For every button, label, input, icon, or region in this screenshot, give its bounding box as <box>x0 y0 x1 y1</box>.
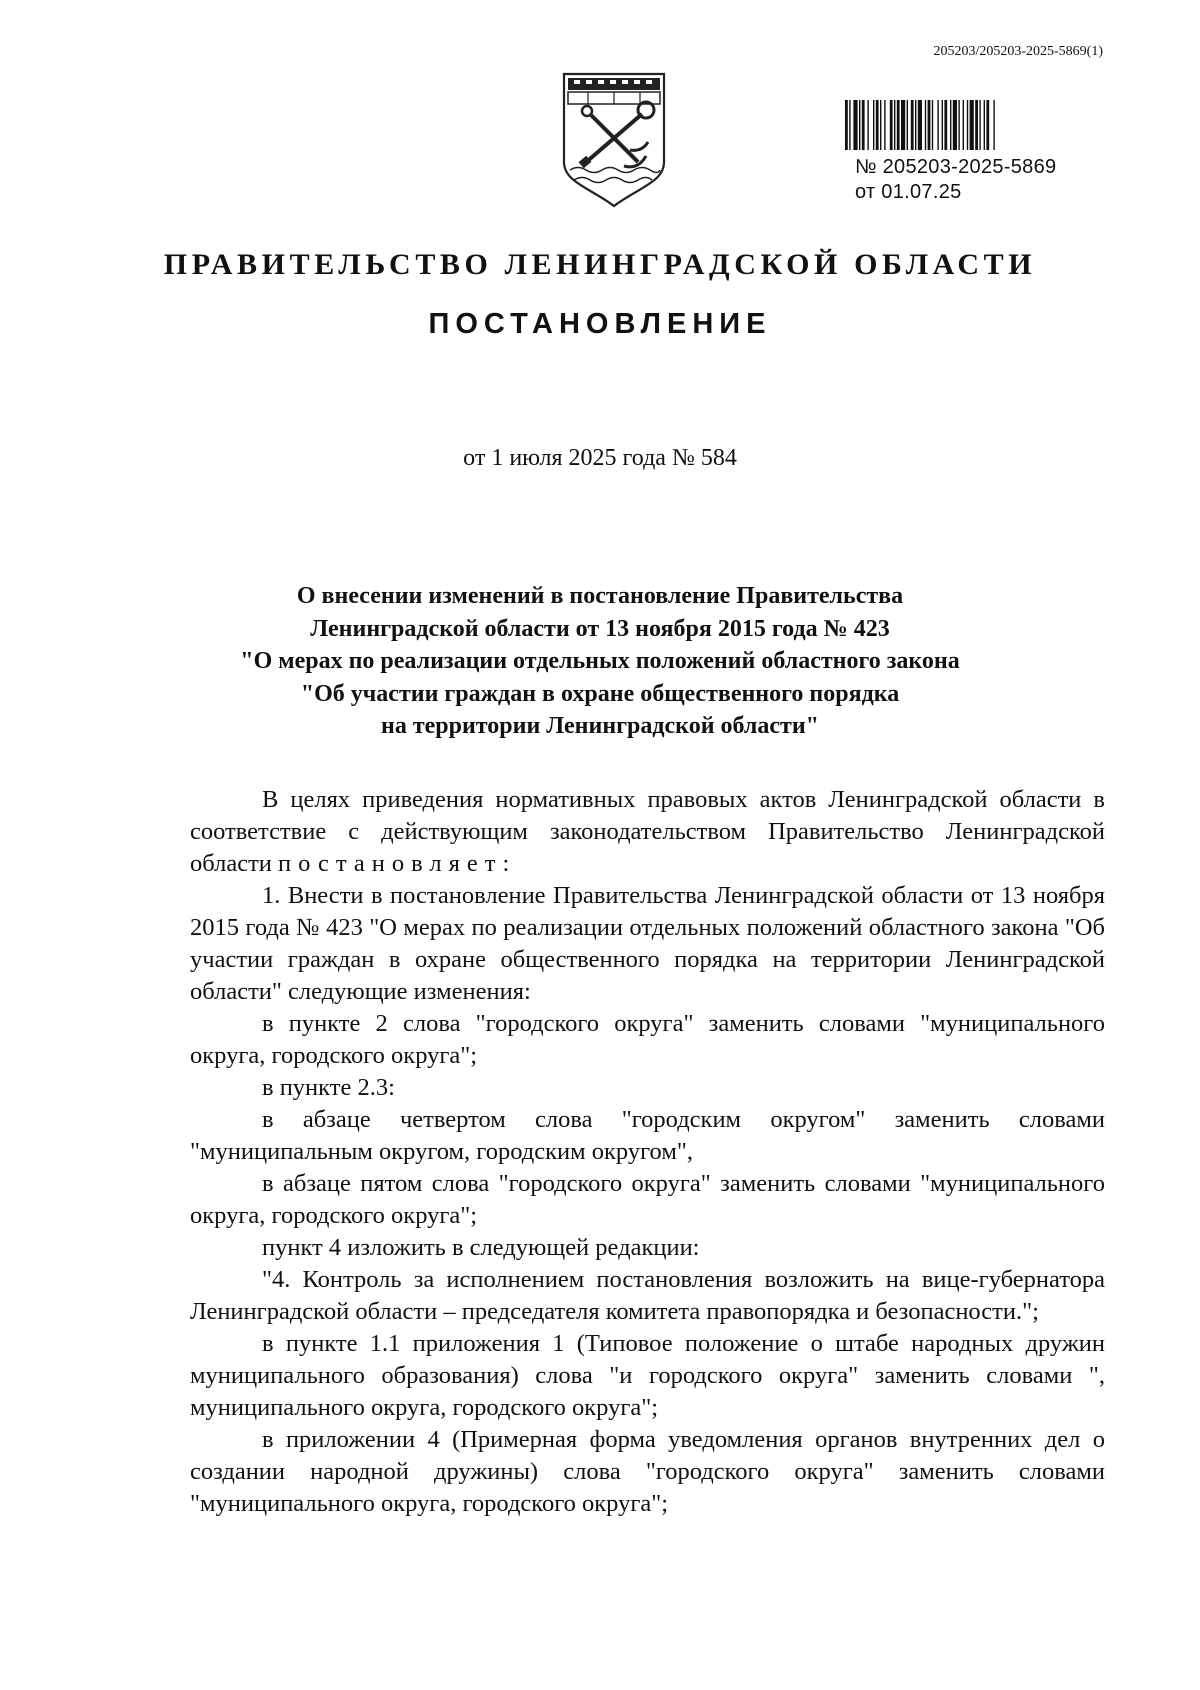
barcode-bar <box>975 100 978 150</box>
barcode-bar <box>897 100 900 150</box>
barcode-bar <box>986 100 989 150</box>
body-paragraph: 1. Внести в постановление Правительства Ленинградской области от 13 ноября 2015 года № 423 "О мерах по реализации отдельных положений областного закона "Об участии граждан в охране общественного порядка на территории Ленинградской области" следующие изменения: <box>190 882 1105 1005</box>
document-type-heading: ПОСТАНОВЛЕНИЕ <box>428 308 772 340</box>
body-paragraph: "4. Контроль за исполнением постановления возложить на вице-губернатора Ленинградской области – председателя комитета правопорядка и безопасности."; <box>190 1266 1105 1325</box>
issuer-heading: ПРАВИТЕЛЬСТВО ЛЕНИНГРАДСКОЙ ОБЛАСТИ <box>163 248 1037 281</box>
barcode-bar <box>958 100 959 150</box>
barcode-bar <box>890 100 893 150</box>
registration-number: № 205203-2025-5869 <box>855 156 1057 178</box>
title-line: "О мерах по реализации отдельных положений областного закона <box>240 648 960 674</box>
resolves-word: постановляет <box>278 850 503 877</box>
title-line: О внесении изменений в постановление Правительства <box>296 583 904 609</box>
barcode-bar <box>925 100 926 150</box>
barcode-bar <box>873 100 874 150</box>
title-line: Ленинградской области от 13 ноября 2015 года № 423 <box>310 615 890 642</box>
barcode-bar <box>867 100 868 150</box>
preamble-colon: : <box>502 850 510 877</box>
body-paragraph: в приложении 4 (Примерная форма уведомления органов внутренних дел о создании народной дружины) слова "городского округа" заменить словами "муниципального округа, городского округа"; <box>190 1426 1105 1517</box>
body-paragraph: в абзаце четвертом слова "городским округом" заменить словами "муниципальным округом, городским округом", <box>190 1106 1105 1165</box>
barcode-bar <box>944 100 947 150</box>
document-code: 205203/205203-2025-5869(1) <box>933 44 1103 59</box>
barcode-bar <box>911 100 914 150</box>
barcode-bar <box>937 100 938 150</box>
barcode-bar <box>845 100 848 150</box>
document-body <box>190 784 1105 1520</box>
barcode-bar <box>894 100 895 150</box>
document-date-number: от 1 июля 2025 года № 584 <box>463 445 737 471</box>
body-paragraph: в пункте 2 слова "городского округа" заменить словами "муниципального округа, городского округа"; <box>190 1010 1105 1069</box>
barcode-bar <box>849 100 850 150</box>
preamble-text: В целях приведения нормативных правовых актов Ленинградской области в соответствие с действующим законодательством Правительство Ленинградской области <box>190 786 1105 877</box>
barcode-bar <box>862 100 865 150</box>
barcode-bar <box>901 100 905 150</box>
barcode-bar <box>915 100 916 150</box>
barcode-bar <box>907 100 908 150</box>
barcode-bar <box>928 100 931 150</box>
barcode-bar <box>853 100 857 150</box>
barcode-bar <box>967 100 968 150</box>
barcode-bar <box>859 100 860 150</box>
coat-of-arms-emblem <box>558 70 670 208</box>
barcode <box>845 100 1100 150</box>
barcode-bar <box>876 100 879 150</box>
registration-date: от 01.07.25 <box>855 181 962 203</box>
barcode-bar <box>963 100 964 150</box>
body-paragraph: в пункте 1.1 приложения 1 (Типовое положение о штабе народных дружин муниципального образования) слова "и городского округа" заменить словами ", муниципального округа, городского округа"; <box>190 1330 1105 1421</box>
body-paragraph: в пункте 2.3: <box>262 1074 395 1101</box>
barcode-bar <box>918 100 922 150</box>
barcode-bar <box>950 100 951 150</box>
body-paragraph: в абзаце пятом слова "городского округа" заменить словами "муниципального округа, городского округа"; <box>190 1170 1105 1229</box>
title-line: "Об участии граждан в охране общественного порядка <box>300 680 900 707</box>
barcode-bar <box>970 100 974 150</box>
barcode-bar <box>993 100 994 150</box>
document-title <box>150 580 1050 743</box>
barcode-bar <box>884 100 885 150</box>
barcode-bar <box>880 100 881 150</box>
barcode-bar <box>932 100 933 150</box>
body-paragraph: пункт 4 изложить в следующей редакции: <box>262 1234 700 1261</box>
body-paragraph <box>190 784 1105 880</box>
barcode-bar <box>942 100 943 150</box>
barcode-bar <box>979 100 980 150</box>
barcode-bar <box>953 100 957 150</box>
title-line: на территории Ленинградской области" <box>381 713 819 739</box>
barcode-bar <box>984 100 985 150</box>
